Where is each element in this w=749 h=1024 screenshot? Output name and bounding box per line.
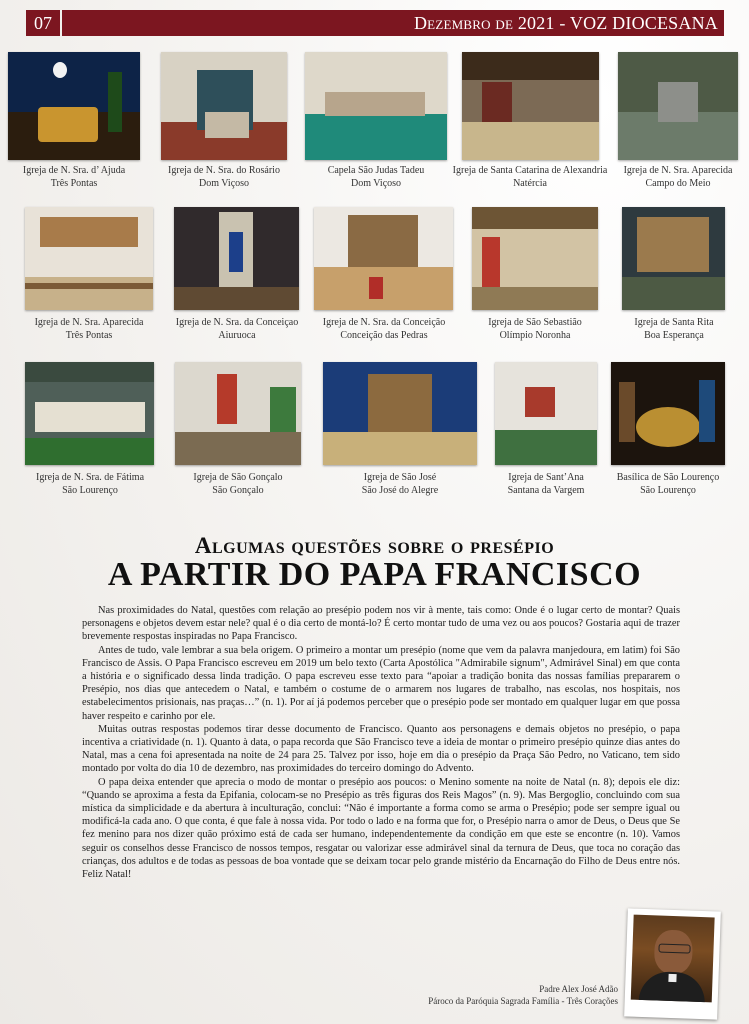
article-paragraph: Antes de tudo, vale lembrar a sua bela origem. O primeiro a montar um presépio (nome que vem da palavra manjedoura, em latim) foi São Francisco de Assis. O Papa Francisco escreveu em 2019 um belo texto (Carta Apostólica "Admirabile signum", Admirável Sinal) em que conta a história e o significado dessa linda tradição. O papa escreveu esse texto para “apoiar a tradição bonita das nossas famílias prepararem o Presépio, nos dias que antecedem o Natal, e também o costume de o armarem nos lugares de trabalho, nas escolas, nos hospitais, nos estabelecimentos prisionais, nas praças…” (n. 1). Por aí já podemos perceber que o presépio pode ser montado em qualquer lugar em que possa haver respeito e carinho por ele. — [82, 644, 680, 722]
photo-caption: Igreja de N. Sra. da Conceição Conceição das Pedras — [322, 317, 446, 341]
photo-caption: Capela São Judas Tadeu Dom Viçoso — [327, 165, 425, 189]
header-title: Dezembro de 2021 - VOZ DIOCESANA — [62, 10, 724, 36]
author-photo — [624, 908, 721, 1019]
page-number: 07 — [26, 10, 60, 36]
article-paragraph: Muitas outras respostas podemos tirar desse documento de Francisco. Quanto aos personagens e demais objetos no presépio, o papa incentiva a criatividade (n. 1). Quanto à data, o papa recorda que São Francisco teve a ideia de montar o primeiro presépio quinze dias antes do Natal, mas a cena foi apresentada na noite de 24 para 25. Talvez por isso, hoje em dia o presépio da Praça São Pedro, no Vaticano, tem sido montado por volta do dia 10 de dezembro, nas proximidades do terceiro domingo do Advento. — [82, 723, 680, 775]
article-kicker: Algumas questões sobre o presépio — [194, 533, 555, 558]
article-body — [82, 604, 680, 881]
author-role: Pároco da Paróquia Sagrada Família - Três Corações — [428, 996, 618, 1006]
nativity-photo — [611, 362, 725, 465]
article-paragraph: O papa deixa entender que aprecia o modo de montar o presépio aos poucos: o Menino somente na noite de Natal (n. 8); depois ele diz: “Quando se aproxima a festa da Epifania, colocam-se no Presépio as três figuras dos Reis Magos” (n. 9). Mas Bergoglio, concluindo com sua mística da simplicidade e da abertura à inculturação, conclui: “Não é importante a forma como se arma o Presépio; pode ser sempre igual ou modificá-la cada ano. O que conta, é que fale à nossa vida. Por todo o lado e na forma que for, o Presépio narra o amor de Deus, o Deus que Se fez menino para nos dizer quão próximo está de cada ser humano, independentemente da condição em que este se encontre (n. 10). Vamos seguir os conselhos desse Francisco de nossos tempos, resgatar ou valorizar esse admirável sinal da ternura de Deus, que toca no coração das crianças, dos adultos e de todas as pessoas de boa vontade que se deixam tocar pelo grande mistério da Encarnação do Filho de Deus entre nós. Feliz Natal! — [82, 776, 680, 881]
author-name: Padre Alex José Adão — [539, 984, 618, 994]
nativity-photo — [8, 52, 140, 160]
nativity-photo — [25, 362, 154, 465]
photo-caption: Igreja de N. Sra. da Conceiçao Aiuruoca — [175, 317, 299, 341]
photo-caption: Igreja de São Sebastião Olímpio Noronha — [488, 317, 582, 341]
photo-caption: Igreja de Sant’Ana Santana da Vargem — [507, 472, 585, 496]
nativity-photo — [314, 207, 453, 310]
article-paragraph: Nas proximidades do Natal, questões com relação ao presépio podem nos vir à mente, tais como: Onde é o lugar certo de montar? Quais personagens e objetos devem estar nele? qual é o dia certo de montá-lo? É certo montar tudo de uma vez ou aos poucos? Gostaria aqui de trazer brevemente respostas inspiradas no Papa Francisco. — [82, 605, 680, 643]
photo-caption: Igreja de Santa Rita Boa Esperança — [634, 317, 714, 341]
photo-caption: Igreja de N. Sra. do Rosário Dom Viçoso — [168, 165, 280, 189]
photo-caption: Igreja de N. Sra. Aparecida Campo do Meio — [623, 165, 733, 189]
nativity-photo — [25, 207, 153, 310]
nativity-photo — [618, 52, 738, 160]
article-title: A PARTIR DO PAPA FRANCISCO — [107, 556, 642, 593]
nativity-photo — [175, 362, 301, 465]
photo-caption: Igreja de N. Sra. d’ Ajuda Três Pontas — [22, 165, 126, 189]
photo-caption: Igreja de São Gonçalo São Gonçalo — [193, 472, 283, 496]
nativity-photo — [472, 207, 598, 310]
nativity-photo — [323, 362, 477, 465]
nativity-photo — [305, 52, 447, 160]
photo-caption: Igreja de São José São José do Alegre — [361, 472, 439, 496]
nativity-photo — [161, 52, 287, 160]
nativity-photo — [622, 207, 725, 310]
nativity-photo — [174, 207, 299, 310]
nativity-photo — [495, 362, 597, 465]
photo-caption: Igreja de Santa Catarina de Alexandria Natércia — [452, 165, 608, 189]
photo-caption: Igreja de N. Sra. de Fátima São Lourenço — [35, 472, 145, 496]
photo-caption: Igreja de N. Sra. Aparecida Três Pontas — [34, 317, 144, 341]
photo-caption: Basílica de São Lourenço São Lourenço — [616, 472, 720, 496]
nativity-photo — [462, 52, 599, 160]
